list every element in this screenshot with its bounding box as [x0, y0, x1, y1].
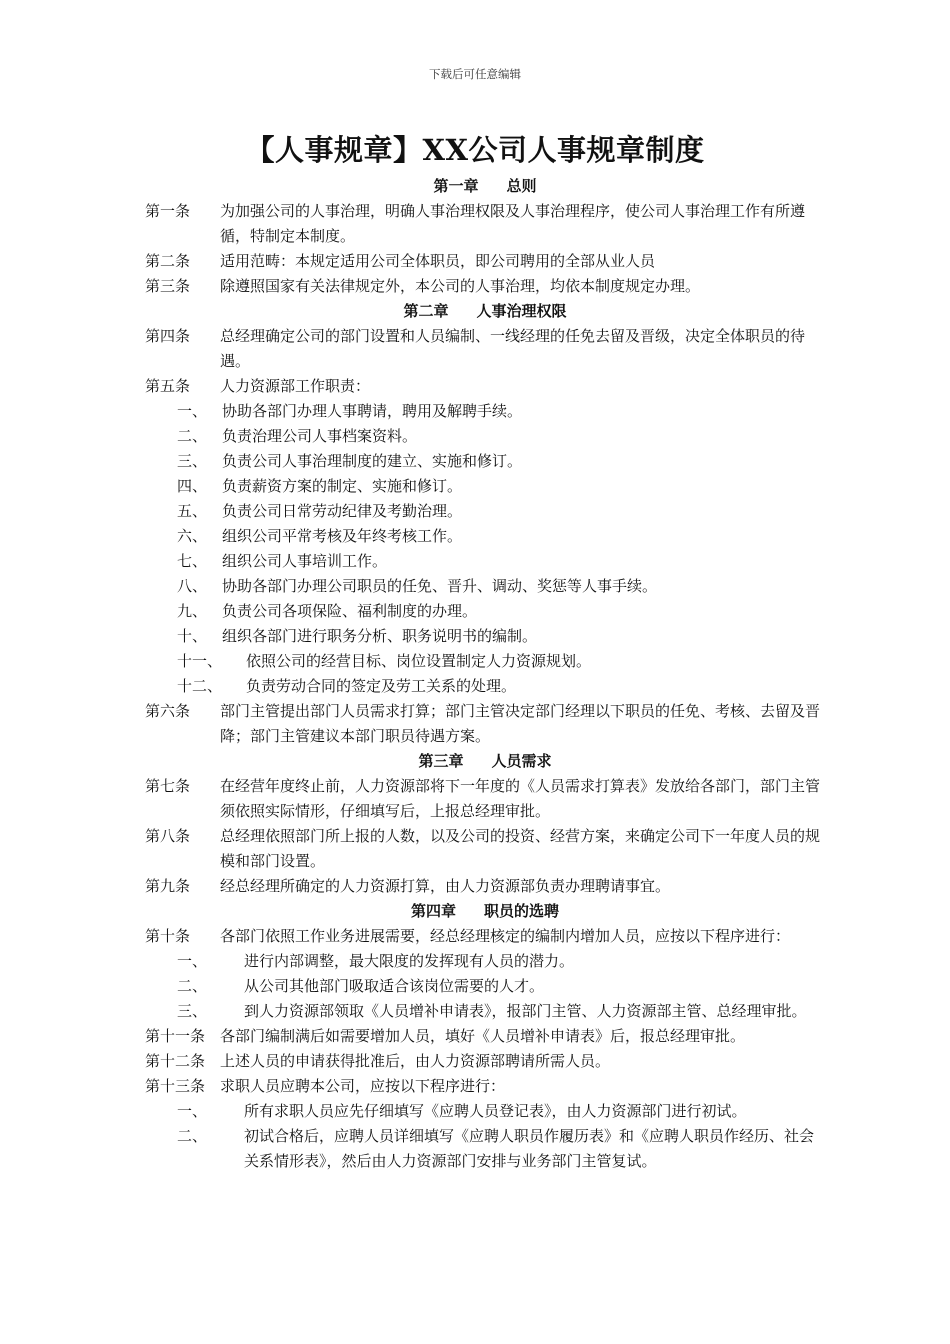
item-text: 协助各部门办理公司职员的任免、晋升、调动、奖惩等人事手续。 — [222, 577, 658, 595]
article-text: 经总经理所确定的人力资源打算，由人力资源部负责办理聘请事宜。 — [220, 877, 671, 895]
list-item — [145, 449, 825, 474]
item-label: 五、 — [177, 502, 208, 520]
article-text: 各部门编制满后如需要增加人员，填好《人员增补申请表》后，报总经理审批。 — [220, 1027, 746, 1045]
item-text: 组织各部门进行职务分析、职务说明书的编制。 — [222, 627, 538, 645]
list-item — [145, 674, 825, 699]
list-item — [145, 1099, 825, 1124]
article-8 — [145, 824, 825, 874]
item-label: 七、 — [177, 552, 208, 570]
article-label: 第十二条 — [145, 1052, 206, 1070]
item-label: 十、 — [177, 627, 208, 645]
item-label: 八、 — [177, 577, 208, 595]
chapter-number: 第一章 — [433, 177, 479, 195]
chapter-3-heading — [145, 749, 825, 774]
article-7 — [145, 774, 825, 824]
item-text: 到人力资源部领取《人员增补申请表》，报部门主管、人力资源部主管、总经理审批。 — [244, 1002, 807, 1020]
article-11 — [145, 1024, 825, 1049]
article-label: 第三条 — [145, 277, 191, 295]
article-text: 人力资源部工作职责： — [220, 377, 371, 395]
item-text: 负责公司人事治理制度的建立、实施和修订。 — [222, 452, 523, 470]
article-label: 第四条 — [145, 327, 191, 345]
list-item — [145, 999, 825, 1024]
article-label: 第六条 — [145, 702, 191, 720]
article-label: 第十一条 — [145, 1027, 206, 1045]
article-2 — [145, 249, 825, 274]
list-item — [145, 624, 825, 649]
item-label: 二、 — [177, 977, 208, 995]
article-text: 除遵照国家有关法律规定外，本公司的人事治理，均依本制度规定办理。 — [220, 277, 701, 295]
article-label: 第十条 — [145, 927, 191, 945]
article-3 — [145, 274, 825, 299]
item-text: 负责薪资方案的制定、实施和修订。 — [222, 477, 463, 495]
article-4 — [145, 324, 825, 374]
chapter-name: 人事治理权限 — [476, 302, 567, 320]
item-text: 初试合格后，应聘人员详细填写《应聘人职员作履历表》和《应聘人职员作经历、社会关系情形表》，然后由人力资源部门安排与业务部门主管复试。 — [244, 1127, 815, 1170]
list-item — [145, 949, 825, 974]
item-text: 负责治理公司人事档案资料。 — [222, 427, 418, 445]
list-item — [145, 1124, 825, 1174]
article-text: 求职人员应聘本公司，应按以下程序进行： — [220, 1077, 506, 1095]
chapter-number: 第二章 — [403, 302, 449, 320]
article-text: 为加强公司的人事治理，明确人事治理权限及人事治理程序，使公司人事治理工作有所遵循，特制定本制度。 — [220, 202, 806, 245]
chapter-name: 总则 — [506, 177, 537, 195]
list-item — [145, 649, 825, 674]
article-label: 第七条 — [145, 777, 191, 795]
item-text: 协助各部门办理人事聘请，聘用及解聘手续。 — [222, 402, 523, 420]
article-text: 适用范畴：本规定适用公司全体职员，即公司聘用的全部从业人员 — [220, 252, 656, 270]
item-label: 九、 — [177, 602, 208, 620]
article-10 — [145, 924, 825, 949]
article-text: 总经理确定公司的部门设置和人员编制、一线经理的任免去留及晋级，决定全体职员的待遇。 — [220, 327, 806, 370]
article-label: 第十三条 — [145, 1077, 206, 1095]
chapter-4-heading — [145, 899, 825, 924]
article-text: 各部门依照工作业务进展需要，经总经理核定的编制内增加人员，应按以下程序进行： — [220, 927, 791, 945]
article-label: 第二条 — [145, 252, 191, 270]
item-text: 依照公司的经营目标、岗位设置制定人力资源规划。 — [246, 652, 592, 670]
item-label: 一、 — [177, 402, 208, 420]
item-label: 一、 — [177, 1102, 208, 1120]
article-12 — [145, 1049, 825, 1074]
item-label: 三、 — [177, 452, 208, 470]
item-label: 二、 — [177, 427, 208, 445]
item-text: 负责公司各项保险、福利制度的办理。 — [222, 602, 478, 620]
item-label: 二、 — [177, 1127, 208, 1145]
list-item — [145, 474, 825, 499]
chapter-2-heading — [145, 299, 825, 324]
list-item — [145, 549, 825, 574]
list-item — [145, 574, 825, 599]
document-body — [145, 174, 825, 1174]
article-text: 在经营年度终止前，人力资源部将下一年度的《人员需求打算表》发放给各部门，部门主管须依照实际情形，仔细填写后，上报总经理审批。 — [220, 777, 821, 820]
article-13 — [145, 1074, 825, 1099]
article-label: 第五条 — [145, 377, 191, 395]
page-header-note: 下载后可任意编辑 — [429, 67, 521, 81]
item-text: 所有求职人员应先仔细填写《应聘人员登记表》，由人力资源部门进行初试。 — [244, 1102, 747, 1120]
chapter-1-heading — [145, 174, 825, 199]
chapter-number: 第四章 — [410, 902, 456, 920]
item-label: 十一、 — [177, 652, 223, 670]
article-text: 上述人员的申请获得批准后，由人力资源部聘请所需人员。 — [220, 1052, 611, 1070]
list-item — [145, 524, 825, 549]
item-text: 负责公司日常劳动纪律及考勤治理。 — [222, 502, 463, 520]
article-label: 第八条 — [145, 827, 191, 845]
chapter-name: 职员的选聘 — [484, 902, 560, 920]
list-item — [145, 974, 825, 999]
article-label: 第九条 — [145, 877, 191, 895]
list-item — [145, 399, 825, 424]
item-label: 一、 — [177, 952, 208, 970]
document-title: 【人事规章】XX公司人事规章制度 — [245, 133, 705, 167]
list-item — [145, 424, 825, 449]
article-9 — [145, 874, 825, 899]
article-6 — [145, 699, 825, 749]
item-label: 六、 — [177, 527, 208, 545]
chapter-name: 人员需求 — [491, 752, 552, 770]
item-label: 十二、 — [177, 677, 223, 695]
item-text: 从公司其他部门吸取适合该岗位需要的人才。 — [244, 977, 545, 995]
article-1 — [145, 199, 825, 249]
list-item — [145, 599, 825, 624]
article-text: 部门主管提出部门人员需求打算；部门主管决定部门经理以下职员的任免、考核、去留及晋降；部门主管建议本部门职员待遇方案。 — [220, 702, 821, 745]
item-label: 四、 — [177, 477, 208, 495]
item-label: 三、 — [177, 1002, 208, 1020]
item-text: 负责劳动合同的签定及劳工关系的处理。 — [246, 677, 517, 695]
article-text: 总经理依照部门所上报的人数，以及公司的投资、经营方案，来确定公司下一年度人员的规模和部门设置。 — [220, 827, 821, 870]
chapter-number: 第三章 — [418, 752, 464, 770]
item-text: 进行内部调整，最大限度的发挥现有人员的潜力。 — [244, 952, 575, 970]
article-label: 第一条 — [145, 202, 191, 220]
article-5 — [145, 374, 825, 399]
list-item — [145, 499, 825, 524]
item-text: 组织公司人事培训工作。 — [222, 552, 388, 570]
item-text: 组织公司平常考核及年终考核工作。 — [222, 527, 463, 545]
